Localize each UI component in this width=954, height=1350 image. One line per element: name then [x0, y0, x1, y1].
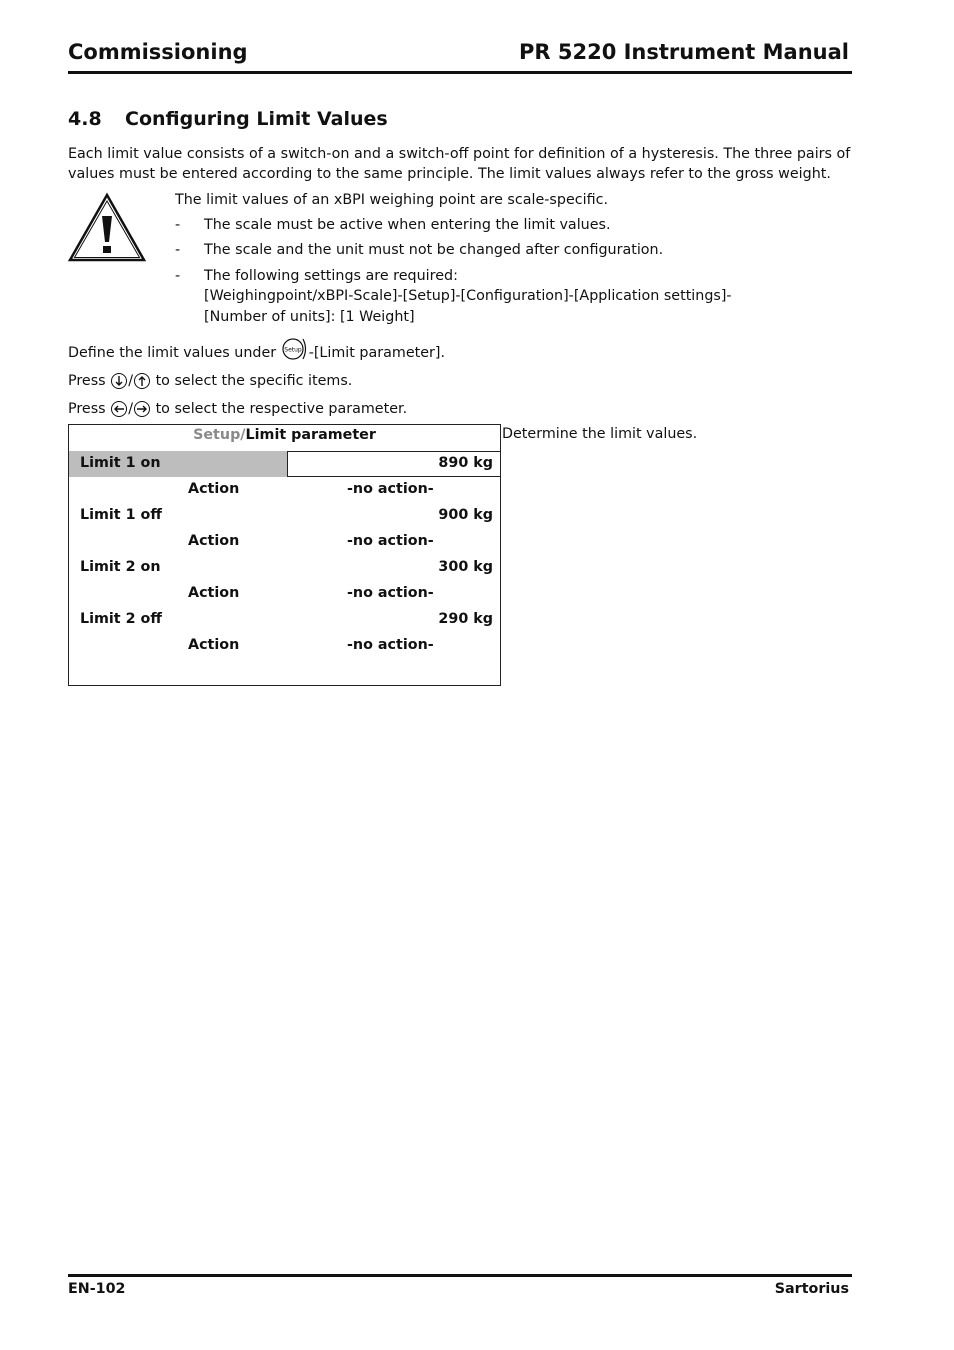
panel-side-note: Determine the limit values.	[502, 426, 698, 442]
action-label[interactable]: Action	[188, 585, 240, 601]
press-text: Press	[68, 373, 106, 389]
limit-2-on-value[interactable]: 300 kg	[438, 559, 493, 575]
setup-key-icon	[281, 337, 309, 361]
limit-1-off-value[interactable]: 900 kg	[438, 507, 493, 523]
define-text-pre: Define the limit values under	[68, 345, 277, 361]
bullet-dash: -	[175, 242, 181, 258]
press-instruction-parameter	[68, 399, 407, 419]
arrow-right-key-icon	[133, 400, 151, 418]
settings-path-line1: [Weighingpoint/xBPI-Scale]-[Setup]-[Configuration]-[Application settings]-	[204, 288, 732, 304]
press-text: Press	[68, 401, 106, 417]
warning-bullet: The following settings are required:	[204, 268, 458, 284]
press-items-text: to select the specific items.	[155, 373, 353, 389]
section-number: 4.8	[68, 108, 102, 130]
warning-lead: The limit values of an xBPI weighing point are scale-specific.	[175, 192, 608, 208]
arrow-left-key-icon	[110, 400, 128, 418]
limit-1-on-value[interactable]: 890 kg	[438, 455, 493, 471]
key-separator: /	[128, 373, 134, 389]
limit-2-on-label[interactable]: Limit 2 on	[80, 559, 161, 575]
warning-bullet: The scale must be active when entering the limit values.	[204, 217, 611, 233]
header-rule	[68, 71, 852, 74]
press-instruction-items	[68, 371, 352, 391]
action-option[interactable]: -no action-	[347, 533, 434, 549]
define-text-post: -[Limit parameter].	[308, 345, 446, 361]
settings-path-line2: [Number of units]: [1 Weight]	[204, 309, 415, 325]
action-label[interactable]: Action	[188, 533, 240, 549]
bullet-dash: -	[175, 268, 181, 284]
action-option[interactable]: -no action-	[347, 585, 434, 601]
warning-triangle-icon	[67, 192, 147, 264]
intro-paragraph: Each limit value consists of a switch-on and a switch-off point for definition of a hysteresis. The three pairs of values must be entered according to the same principle. The limit values always refer to the gross weight.	[68, 146, 851, 182]
key-separator: /	[128, 401, 134, 417]
bullet-dash: -	[175, 217, 181, 233]
action-label[interactable]: Action	[188, 637, 240, 653]
arrow-up-key-icon	[133, 372, 151, 390]
panel-breadcrumb: Setup/	[193, 427, 246, 443]
running-header-manual: PR 5220 Instrument Manual	[518, 40, 849, 64]
action-label[interactable]: Action	[188, 481, 240, 497]
limit-parameter-panel	[68, 424, 501, 686]
limit-1-off-label[interactable]: Limit 1 off	[80, 507, 162, 523]
limit-2-off-label[interactable]: Limit 2 off	[80, 611, 162, 627]
limit-2-off-value[interactable]: 290 kg	[438, 611, 493, 627]
section-heading	[68, 108, 388, 130]
page-number: EN-102	[68, 1281, 126, 1297]
warning-bullet: The scale and the unit must not be changed after configuration.	[204, 242, 664, 258]
footer-brand: Sartorius	[774, 1281, 849, 1297]
running-header-section: Commissioning	[68, 40, 248, 64]
panel-title-current: Limit parameter	[245, 427, 376, 443]
footer-rule	[68, 1274, 852, 1277]
arrow-down-key-icon	[110, 372, 128, 390]
section-title: Configuring Limit Values	[125, 108, 388, 130]
panel-title	[69, 427, 500, 443]
setup-key-label: Setup	[283, 346, 302, 354]
action-option[interactable]: -no action-	[347, 481, 434, 497]
press-parameter-text: to select the respective parameter.	[155, 401, 408, 417]
action-option[interactable]: -no action-	[347, 637, 434, 653]
define-instruction	[68, 343, 445, 363]
limit-1-on-label[interactable]: Limit 1 on	[80, 455, 161, 471]
